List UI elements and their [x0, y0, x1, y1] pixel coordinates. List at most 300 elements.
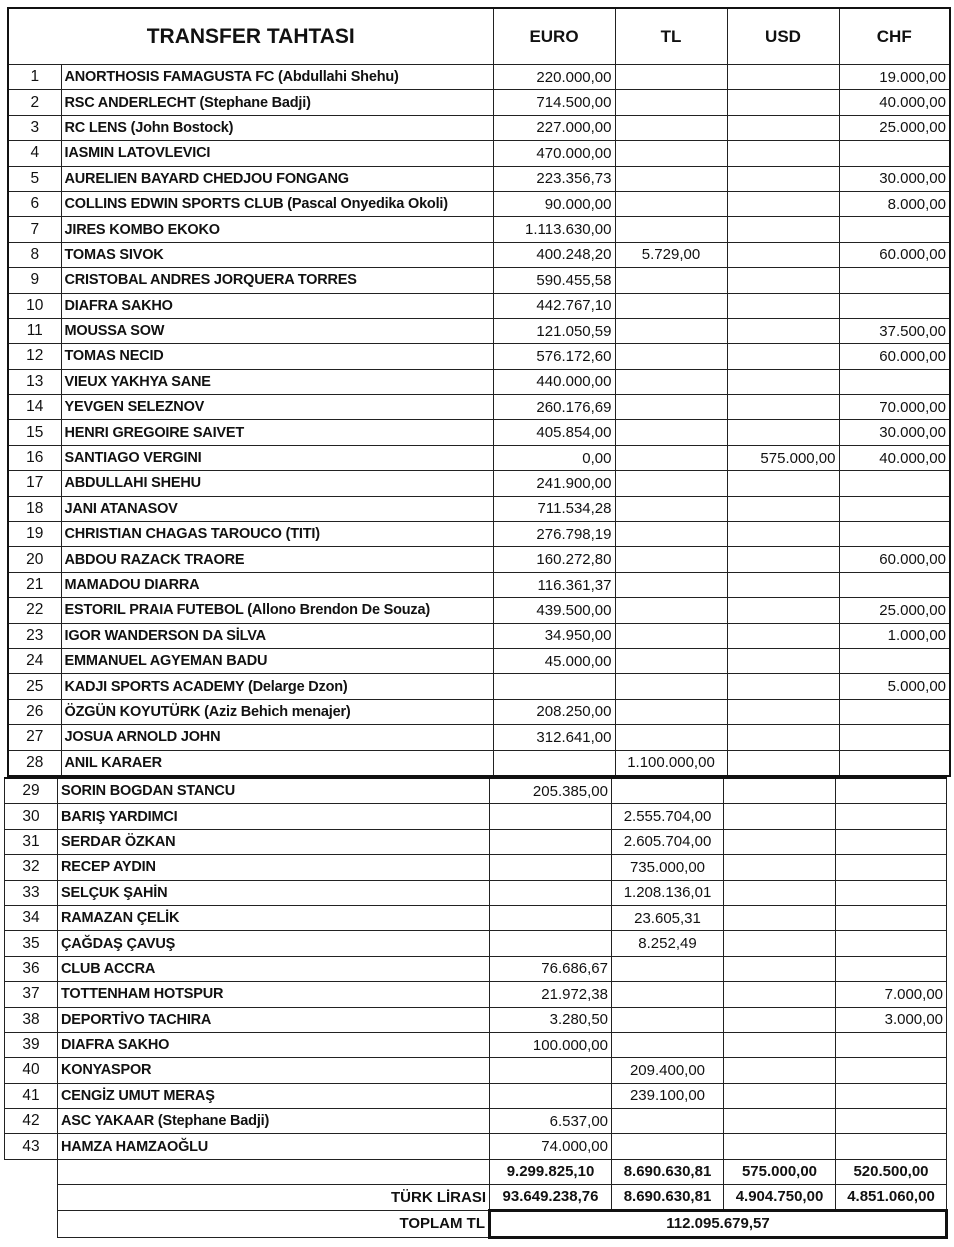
table-row [8, 598, 950, 623]
row-number: 10 [8, 293, 61, 318]
cell-euro [490, 931, 612, 956]
cell-chf: 3.000,00 [836, 1007, 947, 1032]
table-row [5, 880, 947, 905]
cell-chf [839, 293, 950, 318]
row-number: 43 [5, 1134, 58, 1159]
cell-chf: 60.000,00 [839, 344, 950, 369]
turk-lirasi-label: TÜRK LİRASI [58, 1184, 490, 1210]
row-name: CHRISTIAN CHAGAS TAROUCO (TITI) [61, 522, 493, 547]
cell-usd [724, 855, 836, 880]
cell-euro: 76.686,67 [490, 956, 612, 981]
row-name: KONYASPOR [58, 1058, 490, 1083]
cell-chf [836, 804, 947, 829]
cell-euro [493, 750, 615, 776]
cell-tl [615, 648, 727, 673]
row-name: KADJI SPORTS ACADEMY (Delarge Dzon) [61, 674, 493, 699]
sheet-title: TRANSFER TAHTASI [8, 8, 493, 65]
cell-usd [727, 496, 839, 521]
row-name: IGOR WANDERSON DA SİLVA [61, 623, 493, 648]
table-row [8, 344, 950, 369]
table-row [5, 956, 947, 981]
cell-euro: 90.000,00 [493, 191, 615, 216]
row-number: 29 [5, 778, 58, 804]
cell-euro: 405.854,00 [493, 420, 615, 445]
row-number: 13 [8, 369, 61, 394]
row-number: 20 [8, 547, 61, 572]
row-number: 1 [8, 65, 61, 90]
row-name: COLLINS EDWIN SPORTS CLUB (Pascal Onyedika Okoli) [61, 191, 493, 216]
cell-chf [836, 905, 947, 930]
row-number: 9 [8, 268, 61, 293]
cell-chf [839, 471, 950, 496]
cell-usd [724, 829, 836, 854]
cell-tl [612, 1109, 724, 1134]
cell-tl: 239.100,00 [612, 1083, 724, 1108]
cell-tl [615, 699, 727, 724]
cell-tl: 8.252,49 [612, 931, 724, 956]
row-name: SELÇUK ŞAHİN [58, 880, 490, 905]
row-number: 42 [5, 1109, 58, 1134]
table-row [8, 471, 950, 496]
cell-usd [727, 623, 839, 648]
cell-chf [836, 880, 947, 905]
cell-chf [836, 829, 947, 854]
cell-usd [724, 1083, 836, 1108]
table-row [8, 522, 950, 547]
row-name: ESTORIL PRAIA FUTEBOL (Allono Brendon De Souza) [61, 598, 493, 623]
cell-usd [724, 1058, 836, 1083]
cell-chf: 19.000,00 [839, 65, 950, 90]
table-row [8, 395, 950, 420]
table-row [8, 166, 950, 191]
cell-chf: 5.000,00 [839, 674, 950, 699]
cell-usd [727, 293, 839, 318]
cell-usd [727, 344, 839, 369]
cell-tl: 1.100.000,00 [615, 750, 727, 776]
row-name: ANIL KARAER [61, 750, 493, 776]
cell-euro: 21.972,38 [490, 982, 612, 1007]
total-euro: 9.299.825,10 [490, 1159, 612, 1184]
cell-tl [612, 956, 724, 981]
cell-chf: 1.000,00 [839, 623, 950, 648]
row-number: 31 [5, 829, 58, 854]
cell-euro: 442.767,10 [493, 293, 615, 318]
cell-tl [615, 318, 727, 343]
row-name: EMMANUEL AGYEMAN BADU [61, 648, 493, 673]
cell-tl [615, 369, 727, 394]
row-name: CENGİZ UMUT MERAŞ [58, 1083, 490, 1108]
cell-tl [615, 445, 727, 470]
row-number: 28 [8, 750, 61, 776]
cell-euro: 1.113.630,00 [493, 217, 615, 242]
row-number: 24 [8, 648, 61, 673]
cell-usd [727, 191, 839, 216]
row-number: 14 [8, 395, 61, 420]
row-name: JANI ATANASOV [61, 496, 493, 521]
cell-chf [836, 778, 947, 804]
table-row [5, 804, 947, 829]
cell-usd [727, 547, 839, 572]
cell-usd [727, 318, 839, 343]
table-row [8, 699, 950, 724]
tl-euro: 93.649.238,76 [490, 1184, 612, 1210]
cell-chf [836, 855, 947, 880]
cell-tl [615, 90, 727, 115]
row-number: 38 [5, 1007, 58, 1032]
cell-euro: 440.000,00 [493, 369, 615, 394]
cell-euro: 100.000,00 [490, 1032, 612, 1057]
row-number: 18 [8, 496, 61, 521]
table-row [8, 750, 950, 776]
cell-usd: 575.000,00 [727, 445, 839, 470]
cell-euro: 160.272,80 [493, 547, 615, 572]
cell-tl [615, 268, 727, 293]
cell-usd [727, 648, 839, 673]
table-row [5, 1083, 947, 1108]
table-row [8, 293, 950, 318]
row-number: 12 [8, 344, 61, 369]
tl-tl: 8.690.630,81 [612, 1184, 724, 1210]
total-usd: 575.000,00 [724, 1159, 836, 1184]
transfer-table-lower [4, 777, 948, 1239]
cell-euro [490, 880, 612, 905]
row-number: 26 [8, 699, 61, 724]
col-header-usd: USD [727, 8, 839, 65]
cell-euro: 116.361,37 [493, 572, 615, 597]
cell-euro [490, 1083, 612, 1108]
cell-euro: 0,00 [493, 445, 615, 470]
cell-tl [612, 778, 724, 804]
row-name: AURELIEN BAYARD CHEDJOU FONGANG [61, 166, 493, 191]
cell-tl [615, 115, 727, 140]
cell-chf [839, 268, 950, 293]
cell-usd [724, 956, 836, 981]
row-number: 16 [8, 445, 61, 470]
cell-euro: 590.455,58 [493, 268, 615, 293]
cell-euro: 3.280,50 [490, 1007, 612, 1032]
table-row [8, 141, 950, 166]
cell-chf: 8.000,00 [839, 191, 950, 216]
cell-euro: 241.900,00 [493, 471, 615, 496]
cell-euro: 312.641,00 [493, 725, 615, 750]
row-number: 17 [8, 471, 61, 496]
cell-tl: 209.400,00 [612, 1058, 724, 1083]
transfer-table-upper [7, 7, 951, 777]
cell-euro: 121.050,59 [493, 318, 615, 343]
cell-usd [727, 217, 839, 242]
cell-tl [612, 1007, 724, 1032]
row-number: 5 [8, 166, 61, 191]
cell-chf: 40.000,00 [839, 445, 950, 470]
cell-tl [615, 344, 727, 369]
cell-euro [493, 674, 615, 699]
row-number: 27 [8, 725, 61, 750]
cell-tl [612, 1032, 724, 1057]
cell-chf [839, 648, 950, 673]
cell-usd [727, 268, 839, 293]
cell-euro [490, 905, 612, 930]
row-name: SANTIAGO VERGINI [61, 445, 493, 470]
cell-chf [839, 572, 950, 597]
cell-euro: 400.248,20 [493, 242, 615, 267]
currency-totals-row [5, 1159, 947, 1184]
cell-chf: 30.000,00 [839, 166, 950, 191]
row-number: 37 [5, 982, 58, 1007]
col-header-chf: CHF [839, 8, 950, 65]
cell-usd [724, 804, 836, 829]
table-row [5, 778, 947, 804]
cell-chf [839, 699, 950, 724]
table-row [8, 242, 950, 267]
cell-chf: 37.500,00 [839, 318, 950, 343]
row-number: 36 [5, 956, 58, 981]
cell-usd [727, 725, 839, 750]
col-header-tl: TL [615, 8, 727, 65]
row-number: 22 [8, 598, 61, 623]
cell-usd [727, 115, 839, 140]
table-row [8, 369, 950, 394]
cell-chf: 40.000,00 [839, 90, 950, 115]
cell-usd [724, 1109, 836, 1134]
cell-euro: 276.798,19 [493, 522, 615, 547]
row-name: ÖZGÜN KOYUTÜRK (Aziz Behich menajer) [61, 699, 493, 724]
table-row [8, 217, 950, 242]
cell-chf [836, 1109, 947, 1134]
cell-chf: 25.000,00 [839, 598, 950, 623]
table-row [8, 115, 950, 140]
row-name: RC LENS (John Bostock) [61, 115, 493, 140]
row-name: MOUSSA SOW [61, 318, 493, 343]
cell-usd [727, 699, 839, 724]
row-name: TOMAS NECID [61, 344, 493, 369]
cell-euro: 74.000,00 [490, 1134, 612, 1159]
row-number: 4 [8, 141, 61, 166]
cell-euro [490, 855, 612, 880]
row-number: 23 [8, 623, 61, 648]
cell-usd [727, 395, 839, 420]
grand-total-value: 112.095.679,57 [490, 1210, 947, 1237]
cell-tl [615, 496, 727, 521]
table-row [8, 572, 950, 597]
cell-chf: 70.000,00 [839, 395, 950, 420]
row-name: JOSUA ARNOLD JOHN [61, 725, 493, 750]
cell-chf [839, 750, 950, 776]
table-row [5, 1058, 947, 1083]
cell-tl [615, 572, 727, 597]
row-name: RECEP AYDIN [58, 855, 490, 880]
cell-tl: 5.729,00 [615, 242, 727, 267]
cell-tl: 1.208.136,01 [612, 880, 724, 905]
cell-euro: 208.250,00 [493, 699, 615, 724]
row-name: DIAFRA SAKHO [61, 293, 493, 318]
cell-usd [727, 166, 839, 191]
cell-chf [839, 369, 950, 394]
table-row [8, 191, 950, 216]
cell-usd [724, 1134, 836, 1159]
cell-chf [836, 1083, 947, 1108]
cell-usd [724, 905, 836, 930]
cell-tl: 2.605.704,00 [612, 829, 724, 854]
row-number: 19 [8, 522, 61, 547]
row-number: 34 [5, 905, 58, 930]
cell-usd [727, 674, 839, 699]
table-row [5, 1007, 947, 1032]
table-row [8, 65, 950, 90]
header-row [8, 8, 950, 65]
row-name: VIEUX YAKHYA SANE [61, 369, 493, 394]
table-row [5, 855, 947, 880]
table-row [5, 829, 947, 854]
blank-cell [5, 1210, 58, 1237]
cell-tl [615, 623, 727, 648]
row-number: 25 [8, 674, 61, 699]
row-name: TOMAS SIVOK [61, 242, 493, 267]
cell-tl [615, 471, 727, 496]
row-number: 11 [8, 318, 61, 343]
row-name: HENRI GREGOIRE SAIVET [61, 420, 493, 445]
cell-euro: 6.537,00 [490, 1109, 612, 1134]
table-row [8, 90, 950, 115]
cell-euro: 714.500,00 [493, 90, 615, 115]
row-number: 2 [8, 90, 61, 115]
row-name: DEPORTİVO TACHIRA [58, 1007, 490, 1032]
row-name: SERDAR ÖZKAN [58, 829, 490, 854]
row-number: 21 [8, 572, 61, 597]
row-number: 30 [5, 804, 58, 829]
cell-tl [615, 598, 727, 623]
row-name: ABDULLAHI SHEHU [61, 471, 493, 496]
table-row [5, 931, 947, 956]
cell-tl [615, 141, 727, 166]
row-number: 33 [5, 880, 58, 905]
cell-euro: 34.950,00 [493, 623, 615, 648]
cell-usd [727, 369, 839, 394]
row-name: ÇAĞDAŞ ÇAVUŞ [58, 931, 490, 956]
blank-cell [5, 1184, 58, 1210]
cell-chf [839, 141, 950, 166]
table-row [8, 725, 950, 750]
cell-tl [615, 674, 727, 699]
cell-tl [615, 420, 727, 445]
cell-euro: 205.385,00 [490, 778, 612, 804]
cell-usd [727, 90, 839, 115]
cell-usd [727, 471, 839, 496]
cell-chf [839, 217, 950, 242]
row-number: 15 [8, 420, 61, 445]
cell-euro: 576.172,60 [493, 344, 615, 369]
cell-euro: 223.356,73 [493, 166, 615, 191]
row-name: SORIN BOGDAN STANCU [58, 778, 490, 804]
row-name: YEVGEN SELEZNOV [61, 395, 493, 420]
cell-chf [839, 522, 950, 547]
table-row [5, 982, 947, 1007]
row-number: 40 [5, 1058, 58, 1083]
row-name: BARIŞ YARDIMCI [58, 804, 490, 829]
table-row [8, 674, 950, 699]
row-name: DIAFRA SAKHO [58, 1032, 490, 1057]
table-row [5, 905, 947, 930]
table-row [5, 1109, 947, 1134]
total-chf: 520.500,00 [836, 1159, 947, 1184]
tl-usd: 4.904.750,00 [724, 1184, 836, 1210]
row-number: 6 [8, 191, 61, 216]
cell-euro [490, 829, 612, 854]
grand-total-label: TOPLAM TL [58, 1210, 490, 1237]
table-row [8, 496, 950, 521]
row-name: TOTTENHAM HOTSPUR [58, 982, 490, 1007]
cell-usd [727, 65, 839, 90]
cell-tl [615, 395, 727, 420]
cell-euro: 227.000,00 [493, 115, 615, 140]
cell-tl [615, 547, 727, 572]
cell-euro: 470.000,00 [493, 141, 615, 166]
cell-tl [615, 191, 727, 216]
table-row [8, 547, 950, 572]
cell-euro [490, 804, 612, 829]
cell-usd [724, 880, 836, 905]
table-row [8, 268, 950, 293]
grand-total-row [5, 1210, 947, 1237]
cell-chf [836, 1032, 947, 1057]
cell-usd [727, 750, 839, 776]
cell-tl [615, 725, 727, 750]
col-header-euro: EURO [493, 8, 615, 65]
row-name: ANORTHOSIS FAMAGUSTA FC (Abdullahi Shehu) [61, 65, 493, 90]
row-name: CRISTOBAL ANDRES JORQUERA TORRES [61, 268, 493, 293]
table-row [8, 318, 950, 343]
row-name: RAMAZAN ÇELİK [58, 905, 490, 930]
cell-chf [836, 931, 947, 956]
row-number: 35 [5, 931, 58, 956]
row-name: RSC ANDERLECHT (Stephane Badji) [61, 90, 493, 115]
cell-tl [615, 166, 727, 191]
cell-chf: 30.000,00 [839, 420, 950, 445]
table-row [8, 420, 950, 445]
cell-euro: 711.534,28 [493, 496, 615, 521]
cell-euro: 220.000,00 [493, 65, 615, 90]
table-row [5, 1032, 947, 1057]
cell-euro [490, 1058, 612, 1083]
row-number: 39 [5, 1032, 58, 1057]
currency-totals-label [58, 1159, 490, 1184]
row-name: IASMIN LATOVLEVICI [61, 141, 493, 166]
cell-tl [615, 217, 727, 242]
total-tl: 8.690.630,81 [612, 1159, 724, 1184]
cell-tl [612, 982, 724, 1007]
cell-tl [615, 522, 727, 547]
blank-cell [5, 1159, 58, 1184]
cell-euro: 260.176,69 [493, 395, 615, 420]
cell-usd [724, 1032, 836, 1057]
cell-chf [839, 725, 950, 750]
row-name: JIRES KOMBO EKOKO [61, 217, 493, 242]
tl-chf: 4.851.060,00 [836, 1184, 947, 1210]
cell-chf [836, 956, 947, 981]
row-name: ABDOU RAZACK TRAORE [61, 547, 493, 572]
cell-usd [727, 420, 839, 445]
cell-usd [724, 931, 836, 956]
cell-usd [724, 778, 836, 804]
cell-tl [615, 293, 727, 318]
table-row [5, 1134, 947, 1159]
cell-usd [724, 982, 836, 1007]
cell-chf [836, 1134, 947, 1159]
row-number: 32 [5, 855, 58, 880]
row-name: ASC YAKAAR (Stephane Badji) [58, 1109, 490, 1134]
row-name: MAMADOU DIARRA [61, 572, 493, 597]
row-name: HAMZA HAMZAOĞLU [58, 1134, 490, 1159]
row-name: CLUB ACCRA [58, 956, 490, 981]
